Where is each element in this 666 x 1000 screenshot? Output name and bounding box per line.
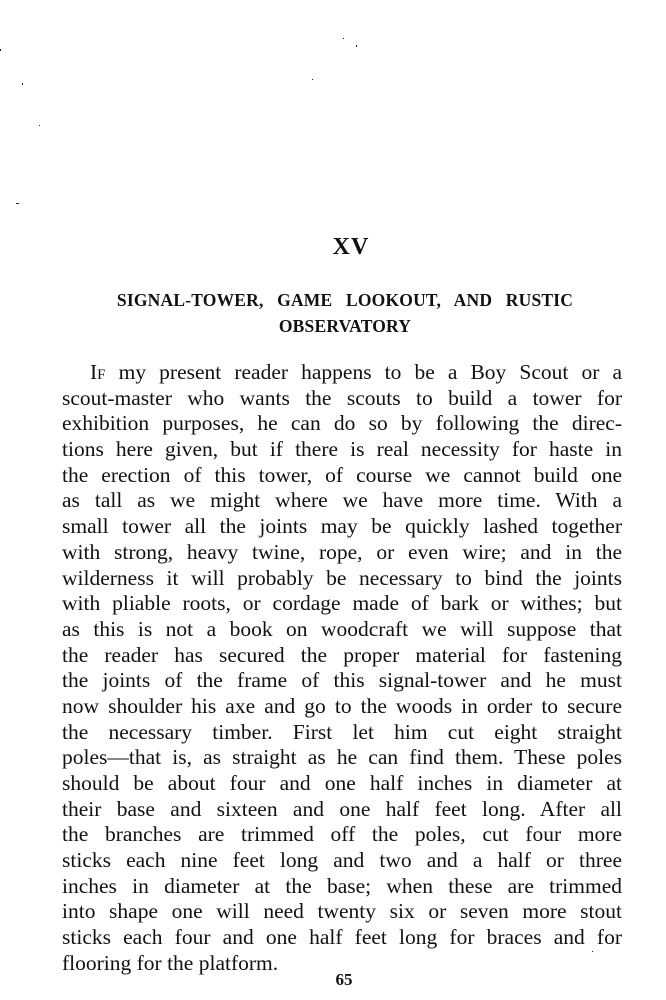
paragraph-line: sticks each nine feet long and two and a half or three: [62, 848, 622, 873]
chapter-number: XV: [332, 234, 370, 260]
paragraph-line: with pliable roots, or cordage made of bark or withes; but: [62, 591, 622, 616]
paragraph-line: poles—that is, as straight as he can find them. These poles: [62, 745, 622, 770]
drop-word: If: [90, 360, 106, 384]
paragraph-line: scout-master who wants the scouts to build a tower for: [62, 385, 622, 410]
paragraph-line: should be about four and one half inches in diameter at: [62, 771, 622, 795]
paragraph-line: small tower all the joints may be quickly lashed together: [62, 514, 622, 539]
paragraph-line: tions here given, but if there is real necessity for haste in: [62, 437, 622, 462]
paragraph-line: the reader has secured the proper material for fastening: [62, 642, 622, 667]
paragraph-line: with strong, heavy twine, rope, or even wire; and in the: [62, 539, 622, 564]
paragraph-line: now shoulder his axe and go to the woods in order to secure: [62, 693, 622, 718]
scan-speck: [343, 38, 344, 39]
paragraph-line: sticks each four and one half feet long for braces and for: [62, 925, 622, 950]
scan-speck: [22, 83, 23, 85]
scan-speck: [356, 45, 357, 47]
scan-speck: [592, 951, 593, 952]
scan-speck: [312, 79, 313, 80]
paragraph-line: the necessary timber. First let him cut eight straight: [62, 719, 622, 744]
scan-speck: [16, 203, 19, 204]
paragraph-line: exhibition purposes, he can do so by following the direc-: [62, 411, 622, 436]
paragraph-line: inches in diameter at the base; when these are trimmed: [62, 873, 622, 898]
paragraph-line: as tall as we might where we have more time. With a: [62, 488, 622, 513]
chapter-title: [90, 287, 600, 339]
paragraph-line: wilderness it will probably be necessary to bind the joints: [62, 565, 622, 590]
paragraph-line: the joints of the frame of this signal-tower and he must: [62, 668, 622, 693]
paragraph-line: into shape one will need twenty six or seven more stout: [62, 899, 622, 924]
page-number: 65: [335, 970, 353, 989]
scan-speck: [39, 125, 40, 126]
paragraph-line: their base and sixteen and one half feet long. After all: [62, 796, 622, 821]
scan-speck: [0, 49, 1, 51]
paragraph-line: flooring for the platform.: [62, 950, 279, 975]
chapter-title-line: SIGNAL-TOWER, GAME LOOKOUT, AND RUSTIC: [116, 290, 574, 310]
paragraph-line: the branches are trimmed off the poles, cut four more: [62, 822, 622, 847]
chapter-title-line: OBSERVATORY: [278, 316, 412, 336]
body-paragraph: [62, 360, 622, 977]
paragraph-line: the erection of this tower, of course we cannot build one: [62, 462, 622, 487]
paragraph-line: If my present reader happens to be a Boy Scout or a: [90, 360, 622, 384]
paragraph-line: as this is not a book on woodcraft we will suppose that: [62, 616, 622, 641]
